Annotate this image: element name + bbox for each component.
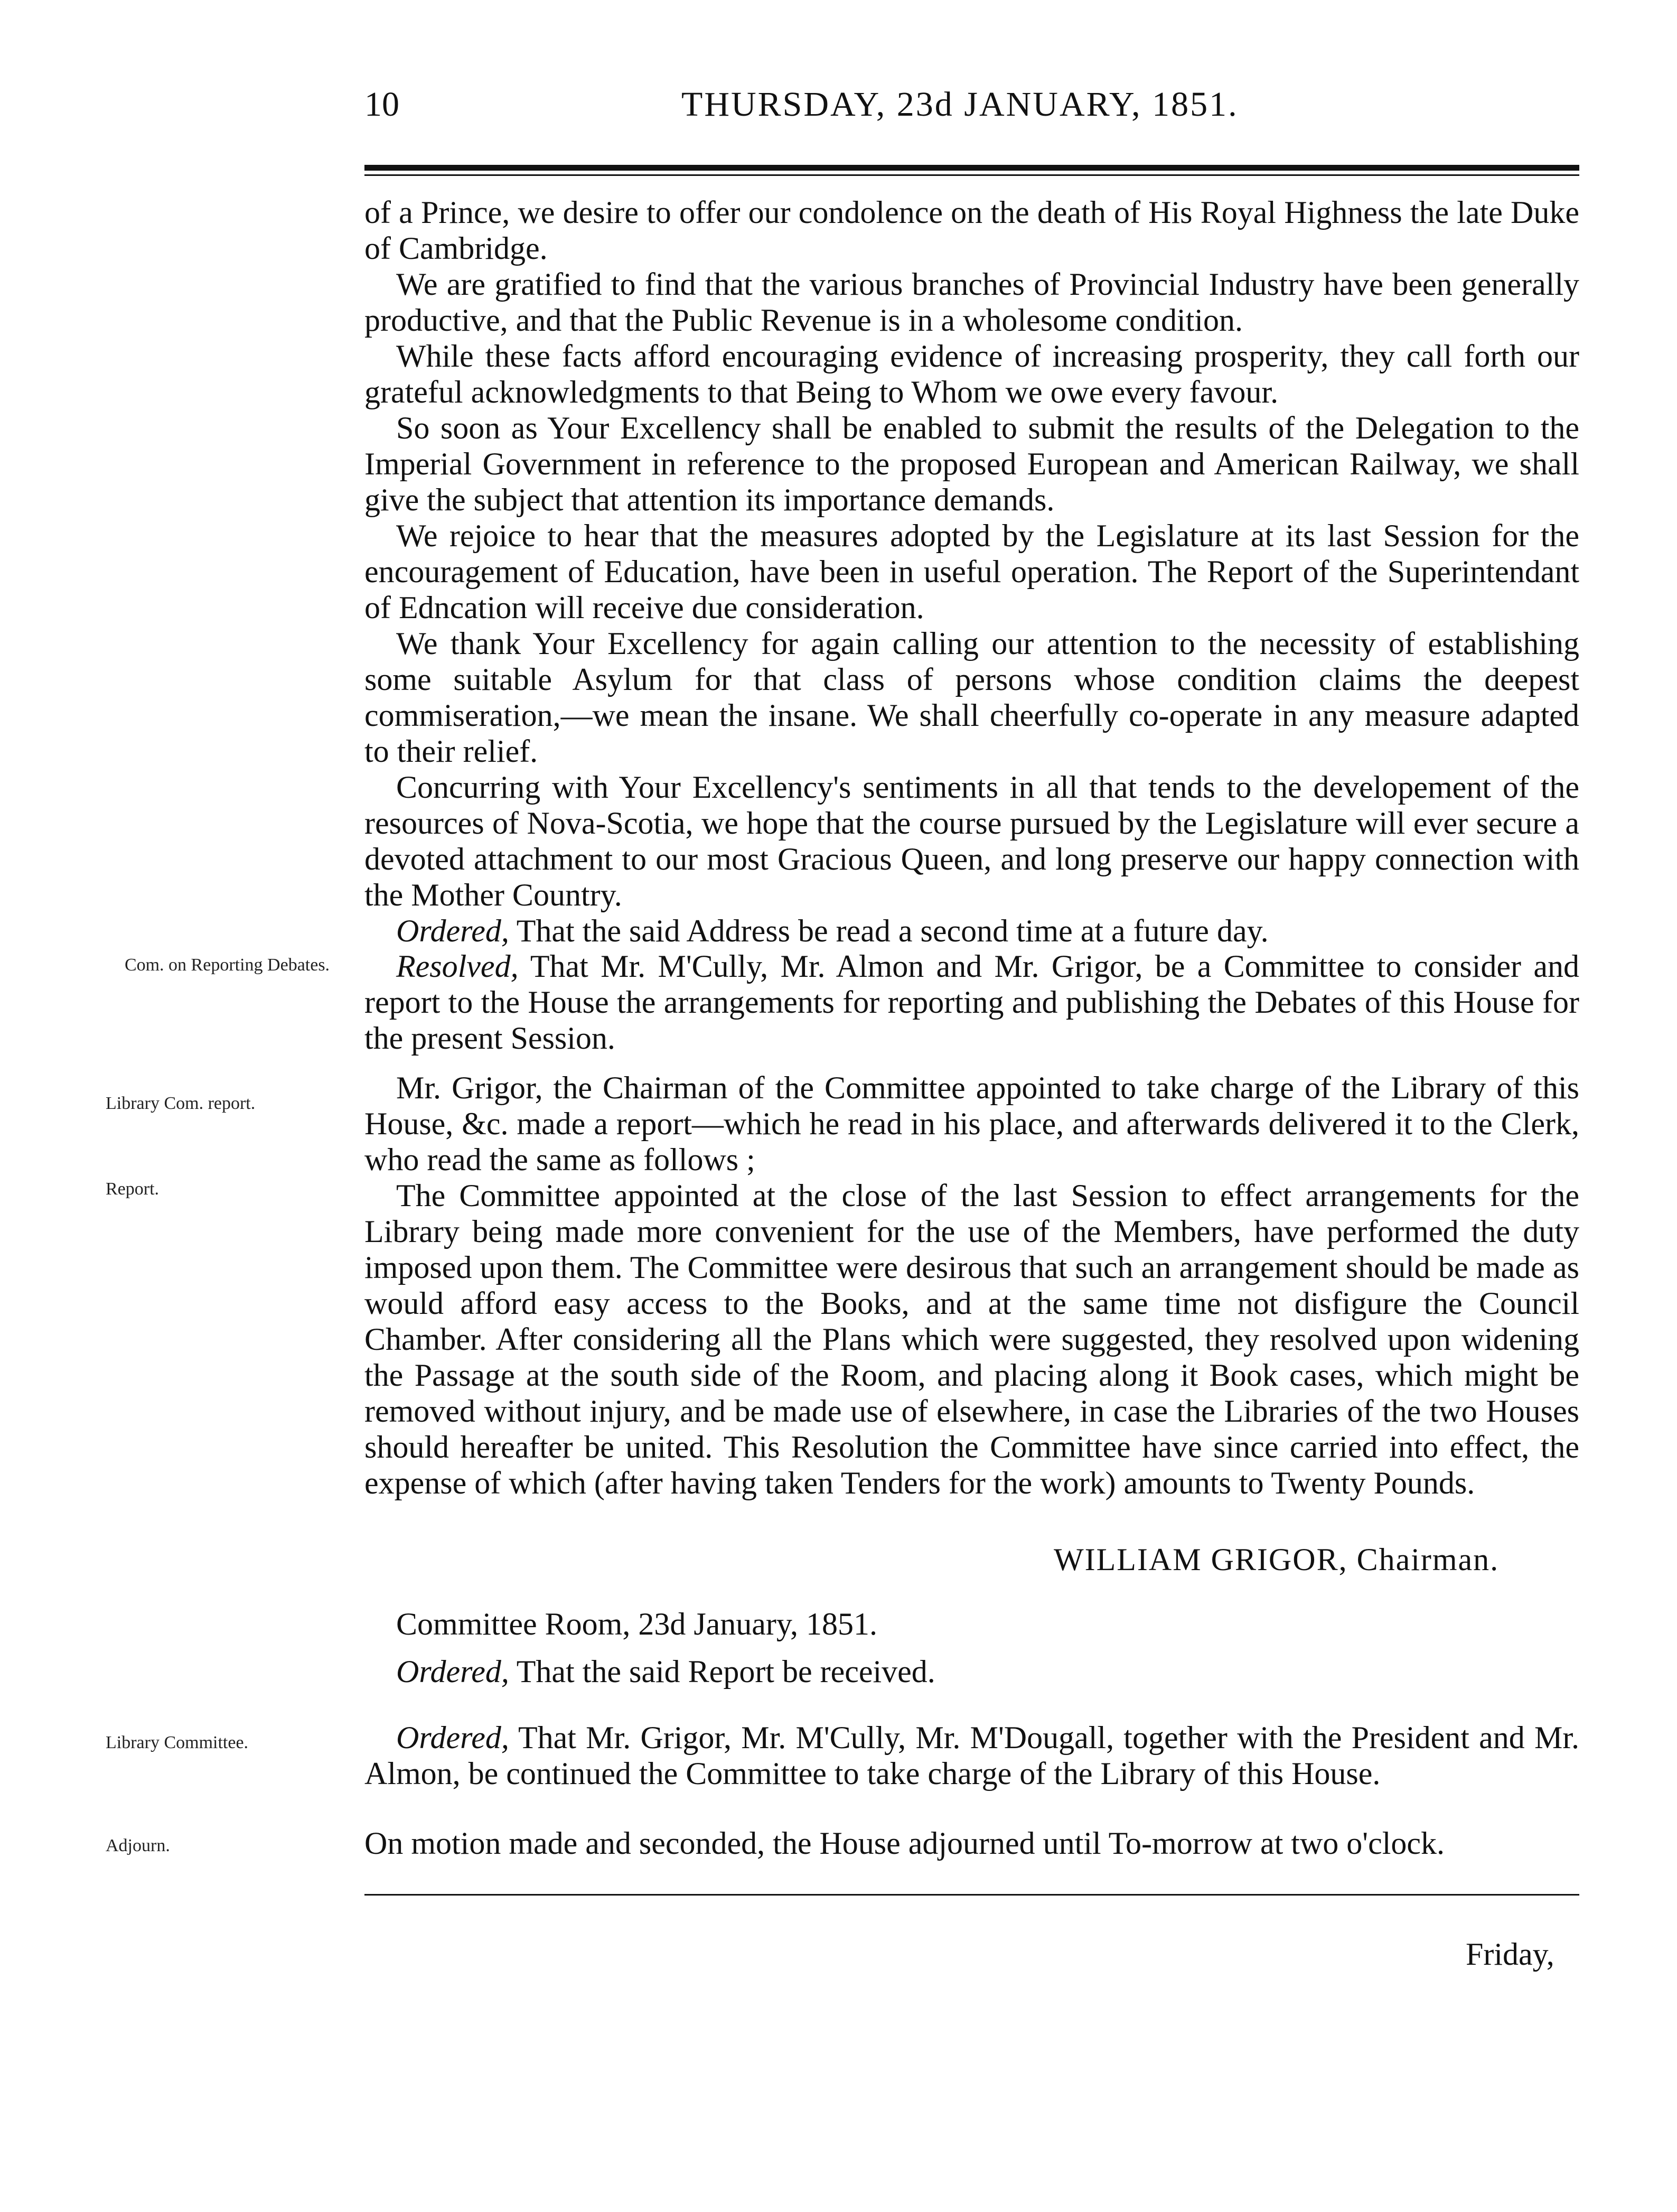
adjourn-section <box>364 1825 1579 1861</box>
library-committee-order <box>364 1720 1579 1791</box>
margin-note-library-committee: Library Committee. <box>106 1733 249 1752</box>
address-paragraph-condolence: of a Prince, we desire to offer our condolence on the death of His Royal Highness the late Duke of Cambridge. <box>364 195 1579 266</box>
margin-note-reporting: Com. on Reporting Debates. <box>124 955 330 975</box>
margin-note-adjourn: Adjourn. <box>106 1836 170 1855</box>
ordered-text: That the said Report be received. <box>509 1654 935 1689</box>
resolved-text: That Mr. M'Cully, Mr. Almon and Mr. Grigor, be a Committee to consider and report to the House the arrangements for reporting and publishing the Debates of this House for the present Session. <box>364 949 1579 1056</box>
header-rule-thick <box>364 165 1579 171</box>
page-number: 10 <box>364 85 399 124</box>
bottom-rule <box>364 1894 1579 1896</box>
address-paragraph-education: We rejoice to hear that the measures adopted by the Legislature at its last Session for the encouragement of Education, have been in useful operation. The Report of the Superintendant of Edncation will receive due consideration. <box>364 518 1579 625</box>
report-signature: WILLIAM GRIGOR, Chairman. <box>1054 1542 1500 1577</box>
address-continuation <box>364 194 1579 949</box>
ordered-text: That the said Address be read a second time at a future day. <box>509 913 1269 948</box>
report-ordered-line <box>396 1654 935 1690</box>
address-paragraph-industry: We are gratified to find that the various branches of Provincial Industry have been generally productive, and that the Public Revenue is in a wholesome condition. <box>364 267 1579 338</box>
ordered-word: Ordered, <box>396 913 509 948</box>
library-report-section <box>364 1070 1579 1501</box>
address-paragraph-resources: Concurring with Your Excellency's sentiments in all that tends to the developement of the resources of Nova-Scotia, we hope that the course pursued by the Legislature will ever secure a devoted attachment to our most Gracious Queen, and long preserve our happy connection with the Mother Country. <box>364 770 1579 912</box>
resolved-word: Resolved, <box>396 949 519 984</box>
catchword: Friday, <box>1466 1937 1554 1972</box>
ordered-word: Ordered, <box>396 1720 509 1755</box>
address-paragraph-prosperity: While these facts afford encouraging evidence of increasing prosperity, they call forth our grateful acknowledgments to that Being to Whom we owe every favour. <box>364 339 1579 409</box>
address-paragraph-asylum: We thank Your Excellency for again calling our attention to the necessity of establishing some suitable Asylum for that class of persons whose condition claims the deepest commiseration,—we mean the insane. We shall cheerfully co-operate in any measure adapted to their relief. <box>364 626 1579 769</box>
address-ordered-paragraph <box>364 913 1579 949</box>
margin-note-library-report: Library Com. report. <box>106 1094 256 1113</box>
adjourn-text: On motion made and seconded, the House adjourned until To-morrow at two o'clock. <box>364 1826 1445 1861</box>
report-text: The Committee appointed at the close of the last Session to effect arrangements for the Library being made more convenient for the use of the Members, have performed the duty imposed upon them. The Committee were desirous that such an arrangement should be made as would afford easy access to the Books, and at the same time not disfigure the Council Chamber. After considering all the Plans which were suggested, they resolved upon widening the Passage at the south side of the Room, and placing along it Book cases, which might be removed without injury, and be made use of elsewhere, in case the Libraries of the two Houses should hereafter be united. This Resolution the Committee have since carried into effect, the expense of which (after having taken Tenders for the work) amounts to Twenty Pounds. <box>364 1178 1579 1500</box>
ordered-word: Ordered, <box>396 1654 509 1689</box>
address-paragraph-railway: So soon as Your Excellency shall be enabled to submit the results of the Delegation to the Imperial Government in reference to the proposed European and American Railway, we shall give the subject that attention its importance demands. <box>364 410 1579 517</box>
library-report-intro: Mr. Grigor, the Chairman of the Committee appointed to take charge of the Library of this House, &c. made a report—which he read in his place, and afterwards delivered it to the Clerk, who read the same as follows ; <box>364 1070 1579 1177</box>
reporting-resolution <box>364 948 1579 1056</box>
committee-room-date: Committee Room, 23d January, 1851. <box>396 1607 878 1641</box>
header-rule-thin <box>364 174 1579 176</box>
page-header <box>364 85 1579 132</box>
margin-note-report: Report. <box>106 1179 160 1199</box>
library-committee-section <box>364 1720 1579 1791</box>
ordered-text: That Mr. Grigor, Mr. M'Cully, Mr. M'Dougall, together with the President and Mr. Almon, be continued the Committee to take charge of the Library of this House. <box>364 1720 1579 1791</box>
reporting-section <box>364 948 1579 1056</box>
running-title: THURSDAY, 23d JANUARY, 1851. <box>681 85 1239 124</box>
